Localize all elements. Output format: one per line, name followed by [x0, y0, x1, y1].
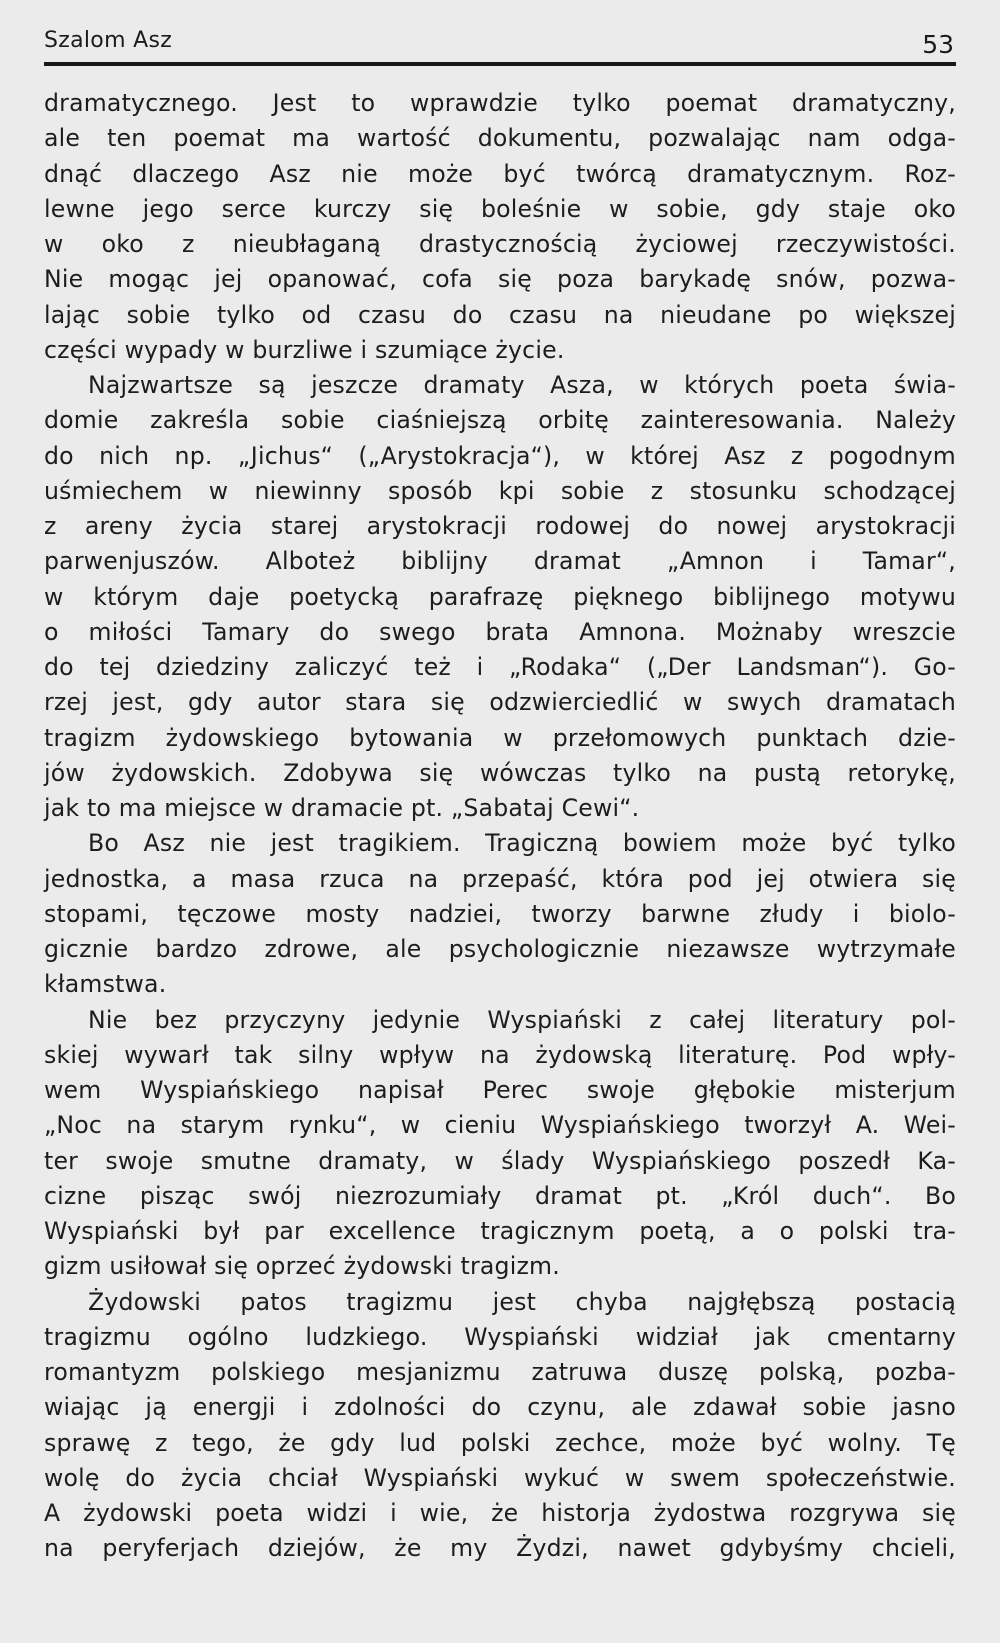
text-line: do nich np. „Jichus“ („Arystokracja“), w której Asz z pogodnym [44, 441, 956, 470]
text-line: części wypady w burzliwe i szumiące życie. [44, 335, 565, 364]
text-line: jów żydowskich. Zdobywa się wówczas tylko na pustą retorykę, [44, 758, 956, 787]
paragraph [44, 368, 956, 826]
text-line: jednostka, a masa rzuca na przepaść, która pod jej otwiera się [44, 864, 956, 893]
text-line: domie zakreśla sobie ciaśniejszą orbitę zainteresowania. Należy [44, 406, 956, 435]
text-line: tragizmu ogólno ludzkiego. Wyspiański widział jak cmentarny [44, 1322, 956, 1351]
page-header [44, 22, 956, 66]
text-line: wolę do życia chciał Wyspiański wykuć w swem społeczeństwie. [44, 1463, 956, 1492]
text-line: na peryferjach dziejów, że my Żydzi, nawet gdybyśmy chcieli, [44, 1534, 956, 1563]
text-line: Wyspiański był par excellence tragicznym poetą, a o polski tra- [44, 1217, 956, 1245]
text-line: ale ten poemat ma wartość dokumentu, pozwalając nam odga- [44, 124, 956, 153]
text-line: lewne jego serce kurczy się boleśnie w sobie, gdy staje oko [44, 194, 956, 223]
text-line: Żydowski patos tragizmu jest chyba najgłębszą postacią [88, 1287, 956, 1316]
text-line: sprawę z tego, że gdy lud polski zechce, może być wolny. Tę [44, 1428, 956, 1457]
text-line: Bo Asz nie jest tragikiem. Tragiczną bowiem może być tylko [88, 829, 956, 858]
paragraph [44, 826, 956, 1002]
text-line: z areny życia starej arystokracji rodowej do nowej arystokracji [44, 512, 956, 540]
text-line: o miłości Tamary do swego brata Amnona. Możnaby wreszcie [44, 617, 956, 646]
page-number: 53 [922, 30, 954, 59]
running-head: Szalom Asz [44, 28, 173, 53]
paragraph [44, 1003, 956, 1285]
text-line: tragizm żydowskiego bytowania w przełomowych punktach dzie- [44, 723, 956, 752]
text-line: stopami, tęczowe mosty nadziei, tworzy barwne złudy i biolo- [44, 899, 956, 928]
text-line: do tej dziedziny zaliczyć też i „Rodaka“ („Der Landsman“). Go- [44, 653, 956, 681]
text-line: romantyzm polskiego mesjanizmu zatruwa duszę polską, pozba- [44, 1358, 956, 1386]
header-rule [44, 62, 956, 66]
text-line: Nie bez przyczyny jedynie Wyspiański z całej literatury pol- [88, 1005, 956, 1034]
text-line: w oko z nieubłaganą drastycznością życiowej rzeczywistości. [44, 230, 956, 258]
text-line: cizne pisząc swój niezrozumiały dramat pt. „Król duch“. Bo [44, 1181, 956, 1210]
text-line: wiając ją energji i zdolności do czynu, ale zdawał sobie jasno [44, 1393, 956, 1422]
text-line: gicznie bardzo zdrowe, ale psychologicznie niezawsze wytrzymałe [44, 935, 956, 963]
text-line: A żydowski poeta widzi i wie, że historja żydostwa rozgrywa się [44, 1499, 956, 1527]
text-line: skiej wywarł tak silny wpływ na żydowską literaturę. Pod wpły- [44, 1040, 956, 1069]
text-line: ter swoje smutne dramaty, w ślady Wyspiańskiego poszedł Ka- [44, 1146, 956, 1175]
text-line: w którym daje poetycką parafrazę pięknego biblijnego motywu [44, 582, 956, 611]
text-line: jak to ma miejsce w dramacie pt. „Sabataj Cewi“. [44, 794, 640, 822]
text-line: dnąć dlaczego Asz nie może być twórcą dramatycznym. Roz- [44, 159, 956, 188]
paragraph [44, 86, 956, 368]
body-text [44, 86, 956, 1567]
text-line: dramatycznego. Jest to wprawdzie tylko poemat dramatyczny, [44, 89, 956, 117]
paragraph [44, 1285, 956, 1567]
text-line: kłamstwa. [44, 970, 167, 999]
text-line: wem Wyspiańskiego napisał Perec swoje głębokie misterjum [44, 1076, 956, 1104]
text-line: rzej jest, gdy autor stara się odzwierciedlić w swych dramatach [44, 688, 956, 717]
text-line: gizm usiłował się oprzeć żydowski tragizm. [44, 1252, 560, 1281]
text-line: lając sobie tylko od czasu do czasu na nieudane po większej [44, 300, 956, 329]
text-line: Nie mogąc jej opanować, cofa się poza barykadę snów, pozwa- [44, 265, 956, 294]
text-line: parwenjuszów. Alboteż biblijny dramat „Amnon i Tamar“, [44, 547, 956, 576]
text-line: Najzwartsze są jeszcze dramaty Asza, w których poeta świa- [88, 371, 956, 399]
text-line: uśmiechem w niewinny sposób kpi sobie z stosunku schodzącej [44, 476, 956, 505]
text-line: „Noc na starym rynku“, w cieniu Wyspiańskiego tworzył A. Wei- [44, 1111, 956, 1140]
